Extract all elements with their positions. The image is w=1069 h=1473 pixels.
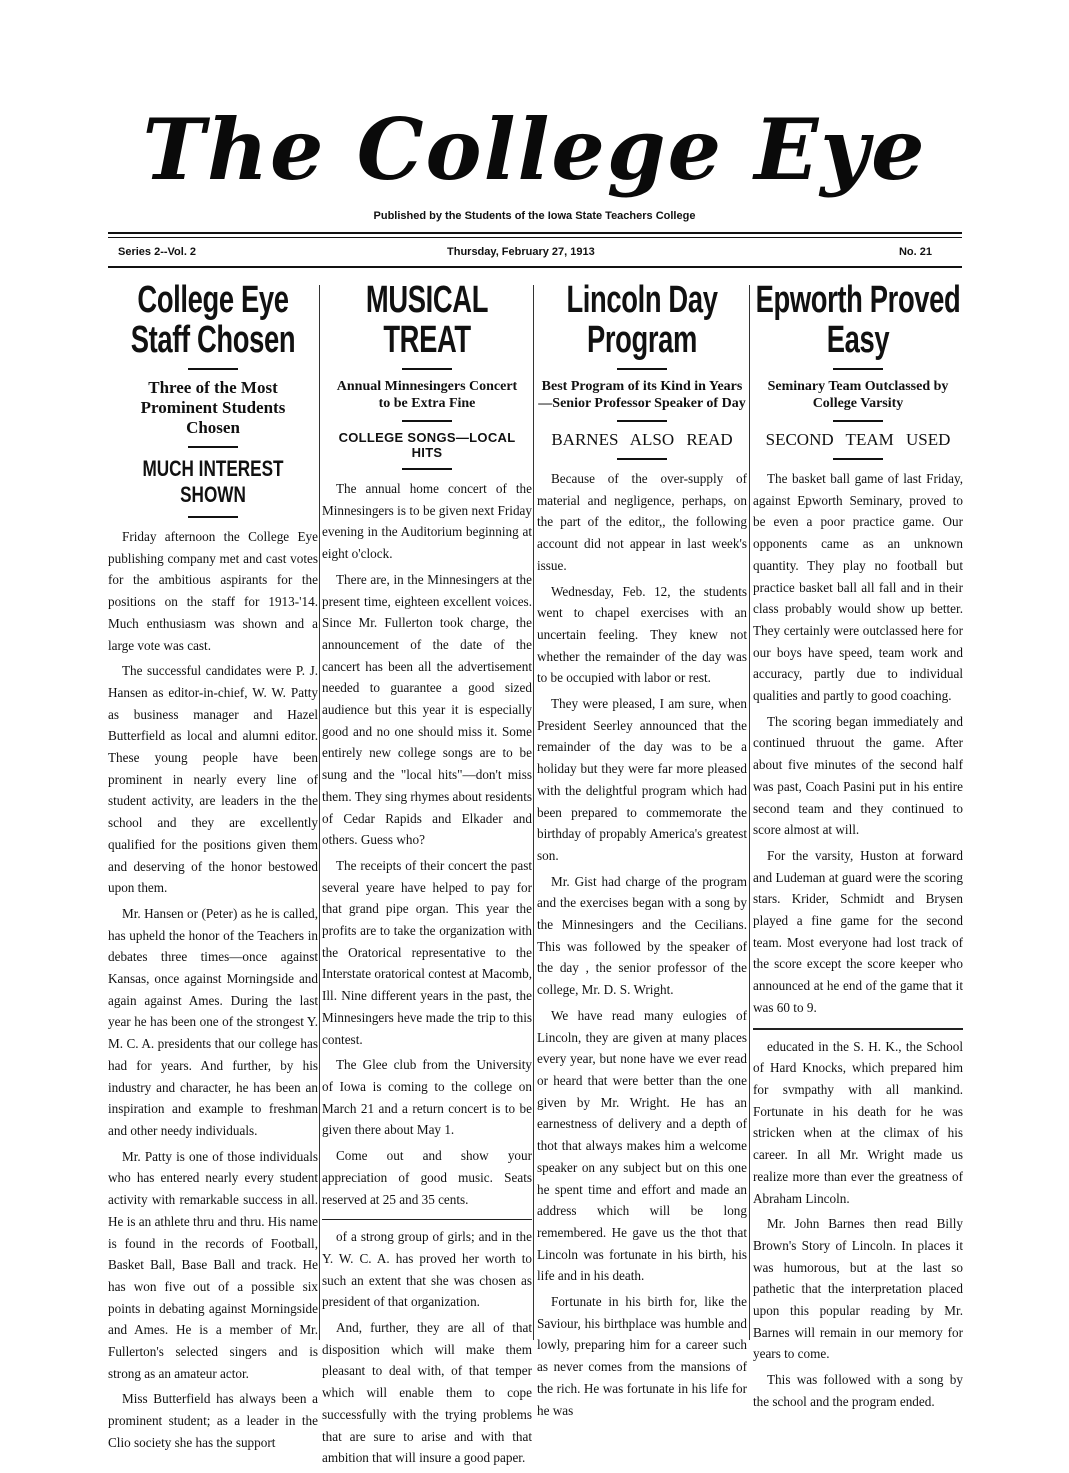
paragraph: The scoring began immediately and continued thruout the game. After about five minutes of the second half was past, Coach Pasini put in his entire second team and they continued to score almost at will. [753, 713, 963, 838]
article-staff-chosen [108, 280, 318, 1458]
top-rule-thin [108, 237, 962, 238]
subhead: COLLEGE SONGS—LOCAL HITS [338, 430, 516, 460]
headline: College Eye Staff Chosen [130, 279, 296, 361]
deck: Annual Minnesingers Concert to be Extra Fine [336, 379, 518, 411]
article-body [108, 526, 318, 1454]
article-body [537, 468, 747, 1421]
column-divider [749, 285, 750, 1340]
issue-date: Thursday, February 27, 1913 [447, 246, 595, 258]
paragraph: There are, in the Minnesingers at the present time, eighteen excellent voices. Since Mr. Fullerton took charge, the announcement of the date of the cancert has been all the advertisement needed to guarantee a good sized audience but this year it is especially good and no one should miss it. Some entirely new college songs are to be sung and the "local hits"—don't miss them. They sing rhymes about residents of Cedar Rapids and Elkader and others. Guess who? [322, 571, 532, 848]
paragraph: Friday afternoon the College Eye publishing company met and cast votes for the ambitious aspirants for the positions on the staff for 1913-'14. Much enthusiasm was shown and a large vote was cast. [108, 529, 318, 653]
paragraph: Because of the over-supply of material and negligence, perhaps, on the part of the editor,, the following account did not appear in last week's issue. [537, 471, 747, 573]
paragraph: Mr. Hansen or (Peter) as he is called, has upheld the honor of the Teachers in debates three times—once against Kansas, once against Morningside and again against Ames. During the last year he has been one of the strongest Y. M. C. A. presidents that our college has had for years. And further, by his industry and character, he has been an inspiration and example to freshman and other needy individuals. [108, 905, 318, 1138]
paragraph: This was followed with a song by the school and the program ended. [753, 1372, 963, 1409]
article-lincoln-day [537, 280, 747, 1425]
paragraph: of a strong group of girls; and in the Y. W. C. A. has proved her worth to such an extent that she was chosen as president of that organization. [322, 1229, 532, 1310]
article-body [322, 478, 532, 1210]
divider [617, 420, 667, 422]
article-body [753, 468, 963, 1019]
paragraph: Fortunate in his birth for, like the Saviour, his birthplace was humble and lowly, preparing him for a career such as never comes from the mansions of the rich. He was fortunate in his life for he was [537, 1294, 747, 1418]
subhead: SECOND TEAM USED [765, 430, 951, 449]
divider [833, 368, 883, 370]
deck: Seminary Team Outclassed by College Varsity [767, 379, 949, 411]
paragraph: Mr. Patty is one of those individuals who has entered nearly every student activity with remarkable success in all. He is an athlete thru and thru. His name is found in the records of Football, Basket Ball, Base Ball and track. He has won five out of a possible six points in debating against Morningside and Ames. He is a member of Mr. Fullerton's selected singers and is strong as an amateur actor. [108, 1148, 318, 1381]
headline: MUSICAL TREAT [365, 279, 489, 361]
divider [402, 368, 452, 370]
divider [188, 446, 238, 448]
paragraph: For the varsity, Huston at forward and Ludeman at guard were the scoring stars. Krider, Schmidt and Brysen played a fine game for the second team. Most everyone had lost track of the score except the score keeper who announced at he end of the game that it was 60 to 9. [753, 847, 963, 1015]
series-volume: Series 2--Vol. 2 [118, 246, 197, 258]
headline: Epworth Proved Easy [755, 279, 961, 361]
top-rule [108, 232, 962, 234]
paragraph: The successful candidates were P. J. Hansen as editor-in-chief, W. W. Patty as business manager and Hazel Butterfield as local and alumni editor. These young people have been prominent in nearly every line of student activity, are leaders in the the school and they are excellently qualified for the positions given them and deserving of the honor bestowed upon them. [108, 663, 318, 896]
divider [617, 458, 667, 460]
divider [833, 458, 883, 460]
paragraph: Wednesday, Feb. 12, the students went to chapel exercises with an uncertain feeling. They knew not whether the remainder of the day was to be occupied with labor or rest. [537, 583, 747, 686]
paragraph: The annual home concert of the Minnesingers is to be given next Friday evening in the Auditorium beginning at eight o'clock. [322, 481, 532, 562]
column-divider [533, 285, 534, 1340]
dateline-rule [108, 266, 962, 268]
divider [188, 368, 238, 370]
deck: Three of the Most Prominent Students Chosen [140, 378, 286, 437]
paragraph: The Glee club from the University of Iowa is coming to the college on March 21 and a return concert is to be given there about May 1. [322, 1057, 532, 1138]
subhead: MUCH INTEREST SHOWN [142, 456, 284, 507]
continuation-body [322, 1226, 532, 1469]
divider [833, 420, 883, 422]
article-epworth [753, 280, 963, 1417]
paragraph: They were pleased, I am sure, when President Seerley announced that the remainder of the day was to be a holiday but they were far more pleased with the delightful program which had been prepared to commemorate the birthday of propably America's greatest son. [537, 696, 747, 863]
publisher-line: Published by the Students of the Iowa State Teachers College [373, 210, 696, 222]
divider [188, 516, 238, 518]
continuation-body [753, 1036, 963, 1413]
continuation-rule [322, 1219, 532, 1220]
divider [402, 420, 452, 422]
dateline [112, 246, 938, 262]
article-musical-treat [322, 280, 532, 1473]
subhead: BARNES ALSO READ [551, 430, 733, 449]
paragraph: Mr. Gist had charge of the program and the exercises began with a song by the Minnesingers and the Cecilians. This was followed by the speaker of the day , the senior professor of the college, Mr. D. S. Wright. [537, 873, 747, 998]
paragraph: Miss Butterfield has always been a prominent student; as a leader in the Clio society she has the support [108, 1391, 318, 1450]
issue-number: No. 21 [898, 246, 932, 258]
paragraph: The receipts of their concert the past several yeare have helped to pay for that grand pipe organ. This year the profits are to take the organization with the Oratorical representative to the Interstate oratorical contest at Macomb, Ill. Nine different years in the past, the Minnesingers heve made the trip to this contest. [322, 857, 532, 1047]
paragraph: The basket ball game of last Friday, against Epworth Seminary, proved to be even a poor practice game. Our opponents came as an unknown quantity. They play no football but practice basket ball all fall and in their class probably would show up better. They certainly were outclassed here for our boys have speed, team work and accuracy, partly due to individual qualities and partly to good coaching. [753, 471, 963, 704]
paragraph: educated in the S. H. K., the School of Hard Knocks, which prepared him for svmpathy with all mankind. Fortunate in his death for he was stricken when at the climax of his career. In all Mr. Wright made us realize more than ever the greatness of Abraham Lincoln. [753, 1038, 963, 1206]
masthead-title: The College Eye [142, 100, 927, 199]
headline: Lincoln Day Program [566, 279, 718, 361]
paragraph: Come out and show your appreciation of good music. Seats reserved at 25 and 35 cents. [322, 1148, 532, 1207]
continuation-rule [753, 1028, 963, 1030]
paragraph: Mr. John Barnes then read Billy Brown's Story of Lincoln. In places it was humorous, but at the last so pathetic that the interpretation placed upon this popular reading by Mr. Barnes will remain in our memory for years to come. [753, 1216, 963, 1362]
column-divider [319, 285, 320, 1340]
paragraph: We have read many eulogies of Lincoln, they are given at many places every year, but none have we ever read or heard that were better than the one given by Mr. Wright. He has an earnestness of delivery and a depth of thot that always makes him a welcome speaker on any subject but on this one he spent time and effort and made an address which will be long remembered. He gave us the thot that Lincoln was fortunate in his birth, his life and in his death. [537, 1007, 747, 1284]
deck: Best Program of its Kind in Years—Senior Professor Speaker of Day [538, 379, 746, 411]
divider [402, 468, 452, 470]
divider [617, 368, 667, 370]
paragraph: And, further, they are all of that disposition which will make them pleasant to deal with, of that temper which will enable them to cope successfully with the trying problems that are sure to arise and with that ambition that will insure a good paper. [322, 1320, 532, 1466]
